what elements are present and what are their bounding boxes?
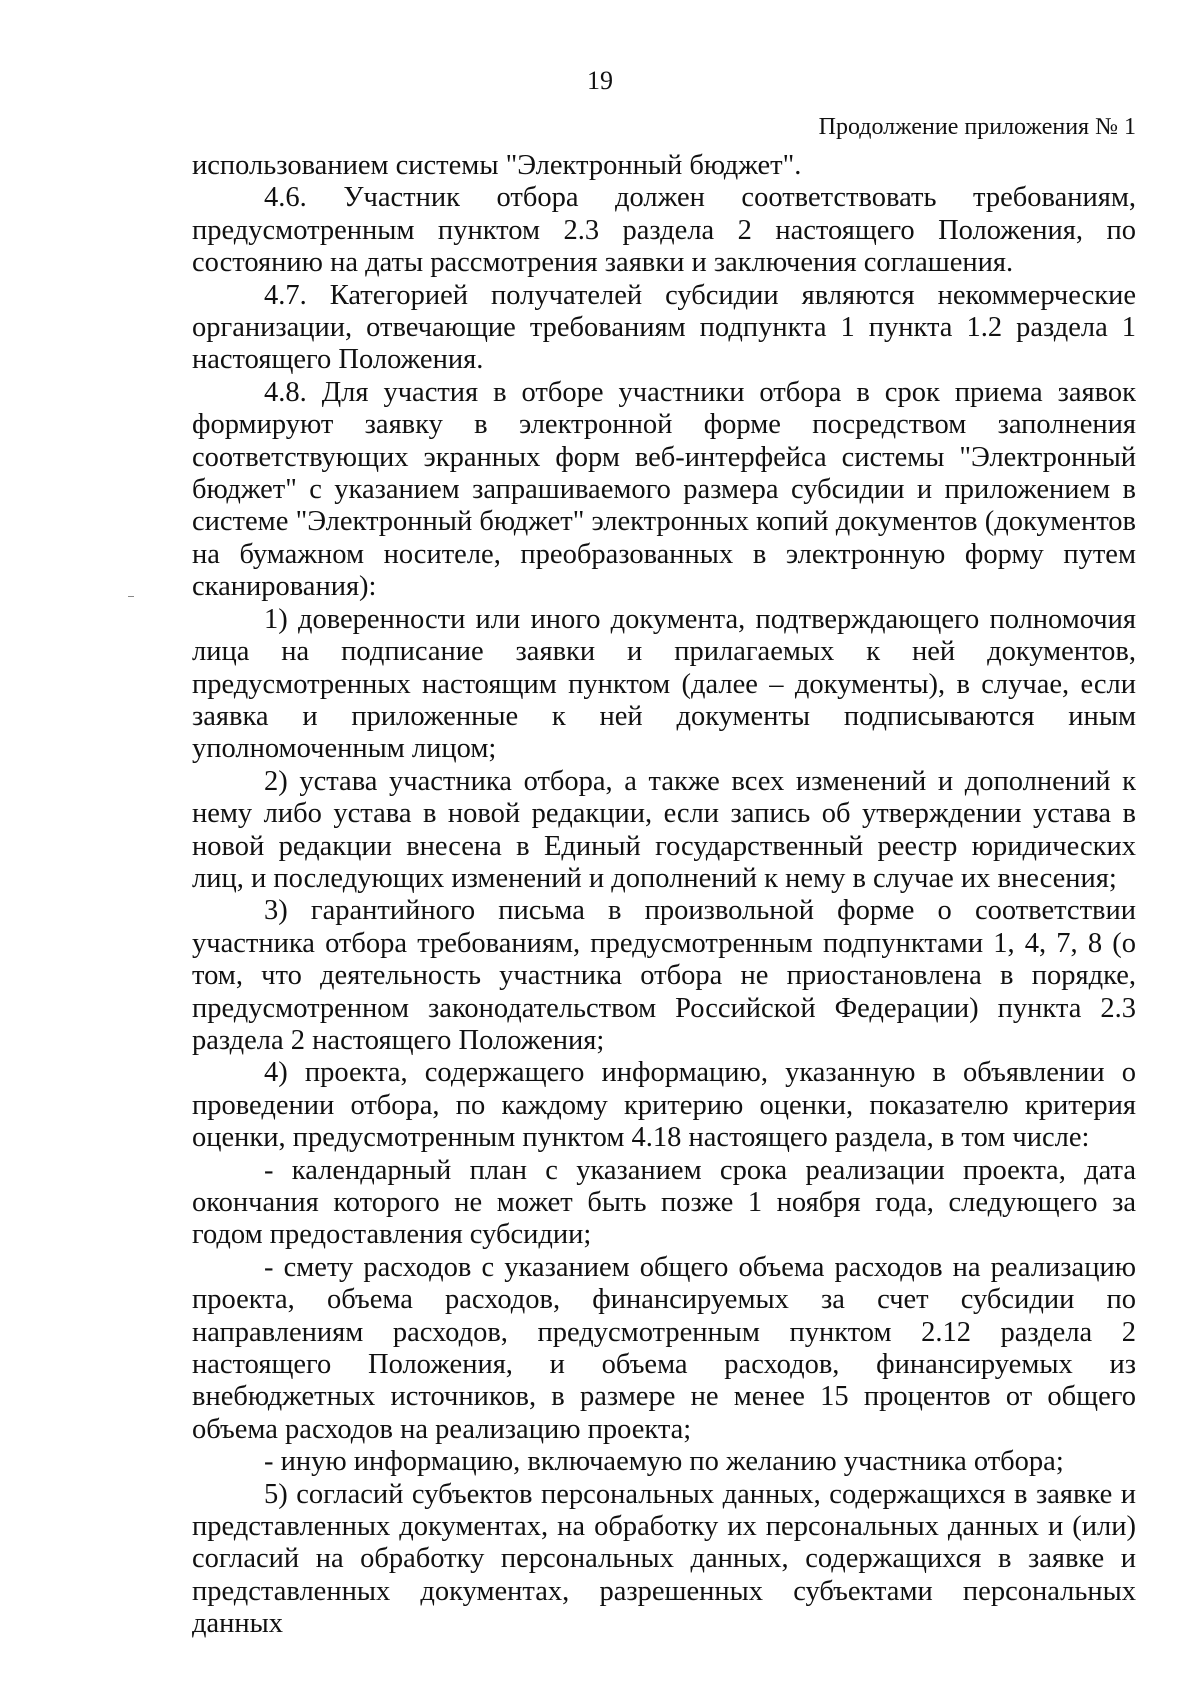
list-item-5: 5) согласий субъектов персональных данных, содержащихся в заявке и представленных документах, на обработку их персональных данных и (или) согласий на обработку персональных данных, содержащихся в заявке и представленных документах, разрешенных субъектами персональных данных bbox=[192, 1478, 1136, 1640]
list-item-4: 4) проекта, содержащего информацию, указанную в объявлении о проведении отбора, по каждому критерию оценки, показателю критерия оценки, предусмотренным пунктом 4.18 настоящего раздела, в том числе: bbox=[192, 1057, 1136, 1154]
list-item-3: 3) гарантийного письма в произвольной форме о соответствии участника отбора требованиям, предусмотренным подпунктами 1, 4, 7, 8 (о том, что деятельность участника отбора не приостановлена в порядке, предусмотренном законодательством Российской Федерации) пункта 2.3 раздела 2 настоящего Положения; bbox=[192, 895, 1136, 1056]
list-item-1: 1) доверенности или иного документа, подтверждающего полномочия лица на подписание заявки и прилагаемых к ней документов, предусмотренных настоящим пунктом (далее – документы), в случае, если заявка и приложенные к ней документы подписываются иным уполномоченным лицом; bbox=[192, 603, 1136, 765]
paragraph-continuation: использованием системы "Электронный бюджет". bbox=[192, 150, 802, 181]
document-body bbox=[192, 150, 1136, 1641]
list-item-2: 2) устава участника отбора, а также всех изменений и дополнений к нему либо устава в новой редакции, если запись об утверждении устава в новой редакции внесена в Единый государственный реестр юридических лиц, и последующих изменений и дополнений к нему в случае их внесения; bbox=[192, 765, 1136, 894]
appendix-continuation-note: Продолжение приложения № 1 bbox=[818, 114, 1136, 140]
paragraph-4-7: 4.7. Категорией получателей субсидии являются некоммерческие организации, отвечающие требованиям подпункта 1 пункта 1.2 раздела 1 настоящего Положения. bbox=[192, 279, 1136, 376]
margin-mark bbox=[128, 596, 134, 597]
paragraph-4-6: 4.6. Участник отбора должен соответствовать требованиям, предусмотренным пунктом 2.3 раздела 2 настоящего Положения, по состоянию на даты рассмотрения заявки и заключения соглашения. bbox=[192, 182, 1136, 279]
paragraph-4-8: 4.8. Для участия в отборе участники отбора в срок приема заявок формируют заявку в электронной форме посредством заполнения соответствующих экранных форм веб-интерфейса системы "Электронный бюджет" с указанием запрашиваемого размера субсидии и приложением в системе "Электронный бюджет" электронных копий документов (документов на бумажном носителе, преобразованных в электронную форму путем сканирования): bbox=[192, 376, 1136, 603]
sub-item-budget-estimate: - смету расходов с указанием общего объема расходов на реализацию проекта, объема расходов, финансируемых за счет субсидии по направлениям расходов, предусмотренным пунктом 2.12 раздела 2 настоящего Положения, и объема расходов, финансируемых из внебюджетных источников, в размере не менее 15 процентов от общего объема расходов на реализацию проекта; bbox=[192, 1251, 1136, 1445]
sub-item-calendar-plan: - календарный план с указанием срока реализации проекта, дата окончания которого не может быть позже 1 ноября года, следующего за годом предоставления субсидии; bbox=[192, 1154, 1136, 1251]
sub-item-other-info: - иную информацию, включаемую по желанию участника отбора; bbox=[264, 1446, 1064, 1478]
page-number: 19 bbox=[587, 66, 613, 95]
